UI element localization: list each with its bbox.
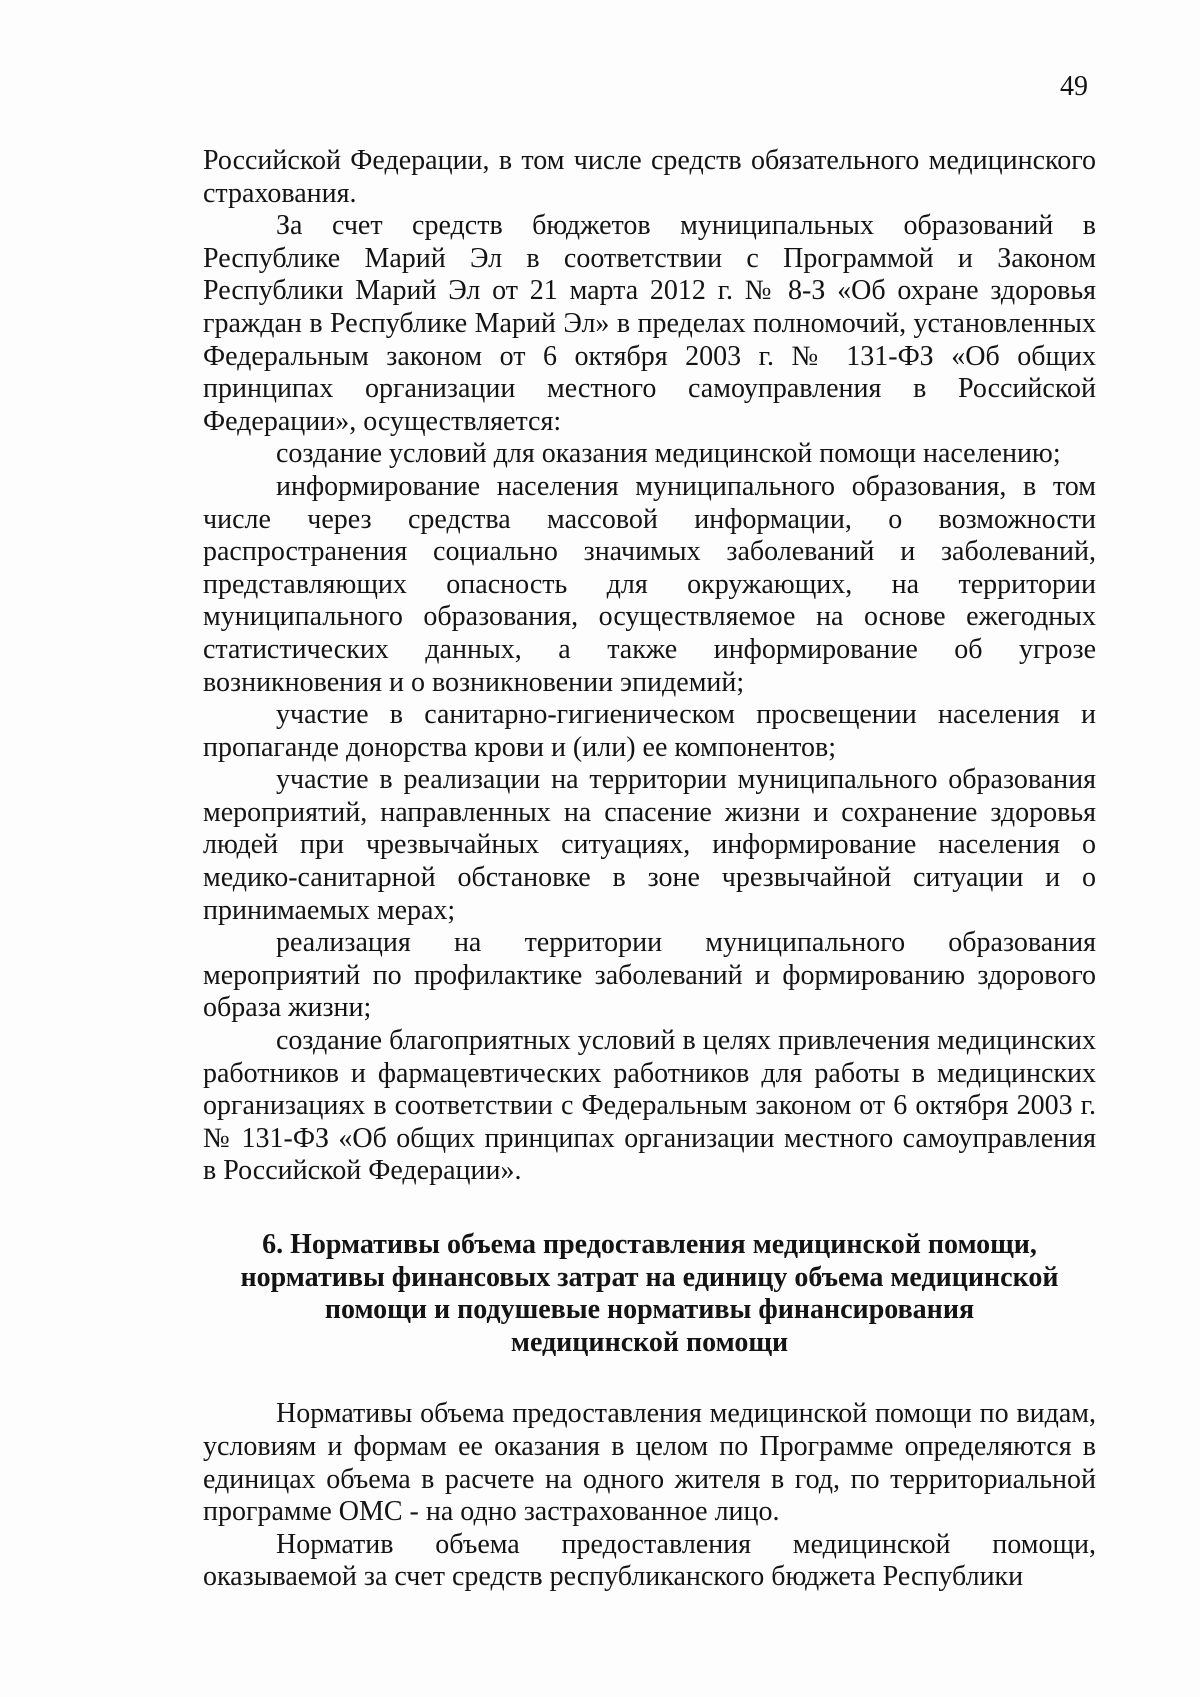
list-item-workforce: создание благоприятных условий в целях привлечения медицинских работников и фармацевтических работников для работы в медицинских организациях в соответствии с Федеральным законом от 6 октября 2003 г. № 131-ФЗ «Об общих принципах организации местного самоуправления в Российской Федерации». xyxy=(203,1025,1096,1187)
section-heading-line: 6. Нормативы объема предоставления медицинской помощи, xyxy=(262,1229,1037,1260)
section-heading-line: нормативы финансовых затрат на единицу объема медицинской xyxy=(240,1261,1059,1293)
section-heading-line: помощи и подушевые нормативы финансирования xyxy=(324,1294,975,1326)
paragraph-municipal-funding: За счет средств бюджетов муниципальных образований в Республике Марий Эл в соответствии с Программой и Законом Республики Марий Эл от 21 марта 2012 г. № 8-З «Об охране здоровья граждан в Республике Марий Эл» в пределах полномочий, установленных Федеральным законом от 6 октября 2003 г. № 131-ФЗ «Об общих принципах организации местного самоуправления в Российской Федерации», осуществляется: xyxy=(203,210,1096,437)
list-item-conditions: создание условий для оказания медицинской помощи населению; xyxy=(276,438,1061,470)
page-number: 49 xyxy=(1060,71,1088,102)
paragraph-continuation: Российской Федерации, в том числе средств обязательного медицинского страхования. xyxy=(203,145,1096,209)
document-body xyxy=(203,145,1096,1594)
list-item-prevention: реализация на территории муниципального образования мероприятий по профилактике заболеваний и формированию здорового образа жизни; xyxy=(203,927,1096,1024)
list-item-emergency-measures: участие в реализации на территории муниципального образования мероприятий, направленных на спасение жизни и сохранение здоровья людей при чрезвычайных ситуациях, информирование населения о медико-санитарной обстановке в зоне чрезвычайной ситуации и о принимаемых мерах; xyxy=(203,764,1096,926)
list-item-sanitary-education: участие в санитарно-гигиеническом просвещении населения и пропаганде донорства крови и (или) ее компонентов; xyxy=(203,699,1096,763)
section-heading-line: медицинской помощи xyxy=(510,1326,789,1358)
paragraph-volume-norm-budget: Норматив объема предоставления медицинской помощи, оказываемой за счет средств республиканского бюджета Республики xyxy=(203,1528,1096,1593)
list-item-informing: информирование населения муниципального образования, в том числе через средства массовой информации, о возможности распространения социально значимых заболеваний и заболеваний, представляющих опасность для окружающих, на территории муниципального образования, осуществляемое на основе ежегодных статистических данных, а также информирование об угрозе возникновения и о возникновении эпидемий; xyxy=(203,470,1096,698)
section-heading xyxy=(203,1229,1096,1359)
paragraph-volume-norms: Нормативы объема предоставления медицинской помощи по видам, условиям и формам ее оказания в целом по Программе определяются в единицах объема в расчете на одного жителя в год, по территориальной программе ОМС - на одно застрахованное лицо. xyxy=(203,1398,1096,1528)
